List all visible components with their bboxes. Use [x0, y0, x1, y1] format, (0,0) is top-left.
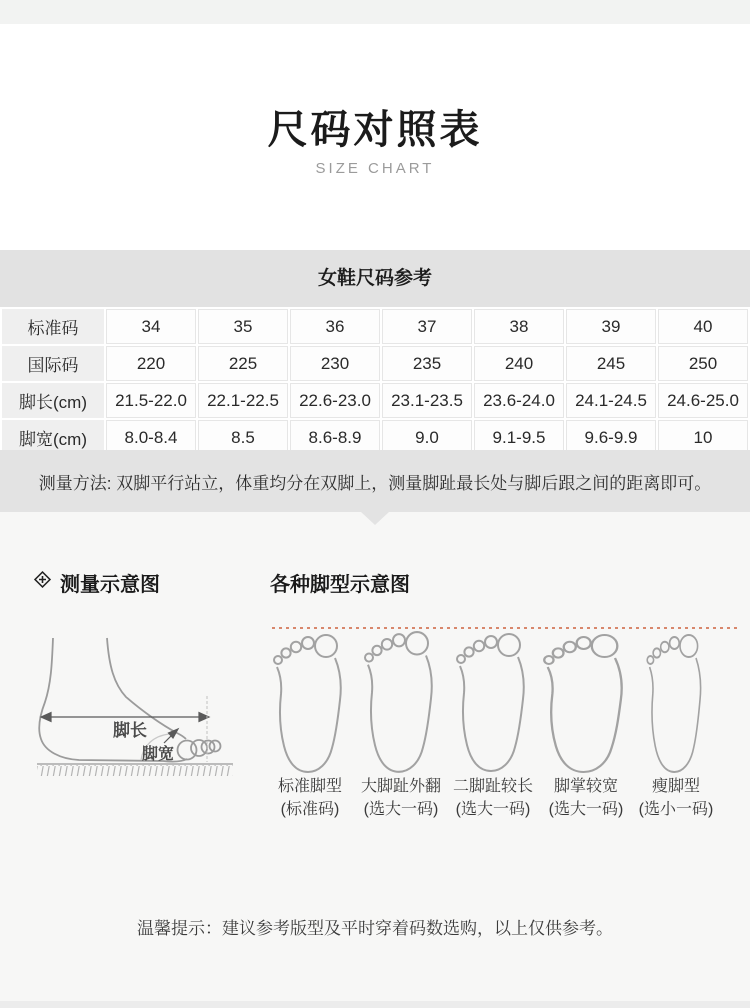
- foot-profile-outline: [39, 638, 220, 762]
- table-caption: 女鞋尺码参考: [0, 250, 750, 307]
- foot-type-advice: (选小一码): [638, 801, 714, 818]
- foot-type-advice: (标准码): [280, 801, 340, 818]
- foot-outline-bunion: [365, 632, 432, 772]
- size-cell: 8.5: [198, 420, 288, 455]
- size-cell: 34: [106, 309, 196, 344]
- foot-types-title: [270, 568, 410, 597]
- foot-measure-diagram: [15, 598, 255, 793]
- band-pointer-triangle: [361, 512, 389, 525]
- bottom-strip: [0, 1001, 750, 1008]
- foot-width-arrow: [164, 729, 178, 743]
- size-cell: 9.6-9.9: [566, 420, 656, 455]
- row-label: 标准码: [2, 309, 104, 344]
- diamond-target-icon: [33, 570, 52, 595]
- measure-diagram-title-text: 测量示意图: [60, 574, 160, 596]
- foot-type-name: 标准脚型: [277, 778, 342, 795]
- row-label: 国际码: [2, 346, 104, 381]
- table-row: [2, 346, 748, 381]
- size-cell: 245: [566, 346, 656, 381]
- size-cell: 35: [198, 309, 288, 344]
- size-cell: 22.6-23.0: [290, 383, 380, 418]
- foot-outline-long-second-toe: [457, 634, 524, 771]
- size-cell: 24.1-24.5: [566, 383, 656, 418]
- size-cell: 9.1-9.5: [474, 420, 564, 455]
- page-subtitle: SIZE CHART: [315, 160, 435, 177]
- foot-width-label: 脚宽: [141, 746, 175, 763]
- foot-type-name: 二脚趾较长: [452, 778, 533, 795]
- size-cell: 250: [658, 346, 748, 381]
- row-label: 脚宽(cm): [2, 420, 104, 455]
- size-cell: 9.0: [382, 420, 472, 455]
- foot-types-title-text: 各种脚型示意图: [270, 574, 410, 596]
- top-strip: [0, 0, 750, 24]
- row-label: 脚长(cm): [2, 383, 104, 418]
- size-cell: 36: [290, 309, 380, 344]
- size-cell: 23.6-24.0: [474, 383, 564, 418]
- measure-diagram-title: [33, 568, 160, 597]
- foot-type-label: [620, 775, 732, 821]
- table-row: [2, 309, 748, 344]
- page-title: 尺码对照表: [267, 108, 483, 152]
- size-cell: 39: [566, 309, 656, 344]
- size-cell: 225: [198, 346, 288, 381]
- foot-type-advice: (选大一码): [548, 801, 624, 818]
- size-cell: 8.0-8.4: [106, 420, 196, 455]
- foot-length-label: 脚长: [113, 721, 147, 740]
- size-cell: 240: [474, 346, 564, 381]
- footer-note: 温馨提示：建议参考版型及平时穿着码数选购，以上仅供参考。: [137, 919, 613, 938]
- size-cell: 235: [382, 346, 472, 381]
- size-cell: 38: [474, 309, 564, 344]
- measure-method-text: 测量方法: 双脚平行站立，体重均分在双脚上，测量脚趾最长处与脚后跟之间的距离即可。: [38, 473, 712, 493]
- foot-type-advice: (选大一码): [363, 801, 439, 818]
- size-cell: 22.1-22.5: [198, 383, 288, 418]
- foot-outline-standard: [274, 635, 341, 772]
- size-cell: 8.6-8.9: [290, 420, 380, 455]
- size-cell: 40: [658, 309, 748, 344]
- foot-outline-wide: [544, 635, 621, 772]
- foot-type-advice: (选大一码): [455, 801, 531, 818]
- size-cell: 37: [382, 309, 472, 344]
- size-cell: 220: [106, 346, 196, 381]
- table-row: [2, 383, 748, 418]
- ruler-hatch: [37, 764, 233, 776]
- foot-type-name: 脚掌较宽: [553, 778, 618, 795]
- size-cell: 21.5-22.0: [106, 383, 196, 418]
- size-cell: 230: [290, 346, 380, 381]
- size-cell: 23.1-23.5: [382, 383, 472, 418]
- foot-outline-narrow: [647, 635, 700, 772]
- foot-types-illustrations: [264, 616, 744, 781]
- measure-method-band: [0, 450, 750, 512]
- foot-type-name: 瘦脚型: [651, 778, 700, 795]
- size-table: [0, 307, 750, 457]
- size-cell: 24.6-25.0: [658, 383, 748, 418]
- foot-type-name: 大脚趾外翻: [360, 778, 441, 795]
- size-cell: 10: [658, 420, 748, 455]
